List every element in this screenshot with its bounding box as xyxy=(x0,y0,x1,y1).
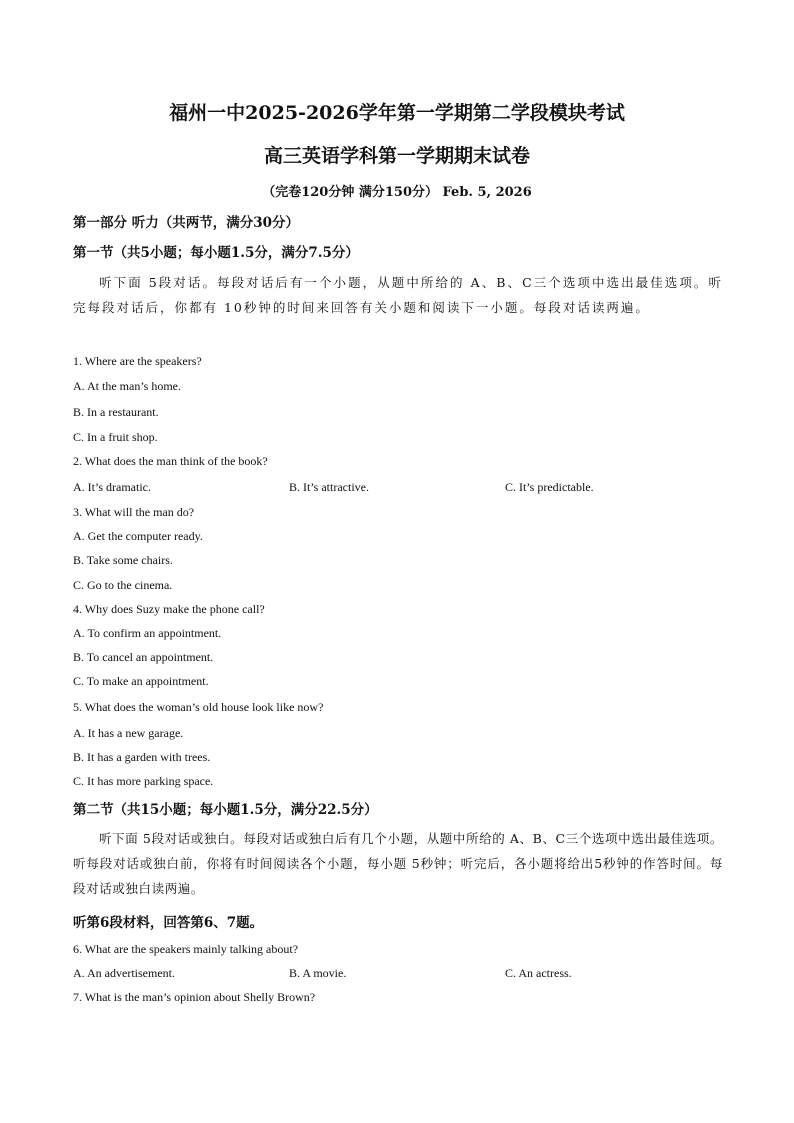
section1-heading: 第一节（共5小题；每小题1.5分，满分7.5分） xyxy=(73,245,359,261)
q5-option-b: B. It has a garden with trees. xyxy=(73,750,211,764)
q2-option-b: B. It’s attractive. xyxy=(289,480,369,494)
q3-option-c: C. Go to the cinema. xyxy=(73,578,173,592)
section2-instructions-text: 听下面 5段对话或独白。每段对话或独白后有几个小题，从题中所给的 A、B、C三个选项中选出最佳选项。听每段对话或独白前，你将有时间阅读各个小题，每小题 5秒钟；听完后，各小题将给出5秒钟的作答时间。每段对话或独白读两遍。 xyxy=(73,831,723,896)
question-5: 5. What does the woman’s old house look like now? xyxy=(73,700,324,714)
q6-option-c: C. An actress. xyxy=(505,966,572,980)
exam-title: 福州一中2025-2026学年第一学期第二学段模块考试 xyxy=(169,102,625,124)
q2-option-c: C. It’s predictable. xyxy=(505,480,594,494)
question-1: 1. Where are the speakers? xyxy=(73,354,202,368)
q5-option-c: C. It has more parking space. xyxy=(73,774,214,788)
question-2: 2. What does the man think of the book? xyxy=(73,454,268,468)
section2-heading: 第二节（共15小题；每小题1.5分，满分22.5分） xyxy=(73,802,378,818)
exam-subtitle: 高三英语学科第一学期期末试卷 xyxy=(263,145,530,167)
q1-option-b: B. In a restaurant. xyxy=(73,405,159,419)
section1-instructions-text: 听下面 5段对话。每段对话后有一个小题，从题中所给的 A、B、C三个选项中选出最佳选项。听完每段对话后，你都有 10秒钟的时间来回答有关小题和阅读下一小题。每段对话读两遍。 xyxy=(73,275,723,315)
q4-option-b: B. To cancel an appointment. xyxy=(73,650,214,664)
question-3: 3. What will the man do? xyxy=(73,505,195,519)
material-heading: 听第6段材料，回答第6、7题。 xyxy=(73,915,264,931)
question-4: 4. Why does Suzy make the phone call? xyxy=(73,602,265,616)
question-6: 6. What are the speakers mainly talking about? xyxy=(73,942,299,956)
q1-option-a: A. At the man’s home. xyxy=(73,379,181,393)
section2-instructions xyxy=(73,826,723,901)
q4-option-c: C. To make an appointment. xyxy=(73,674,209,688)
q3-option-a: A. Get the computer ready. xyxy=(73,529,203,543)
part1-heading: 第一部分 听力（共两节，满分30分） xyxy=(73,215,299,231)
question-7: 7. What is the man’s opinion about Shelly Brown? xyxy=(73,990,316,1004)
q5-option-a: A. It has a new garage. xyxy=(73,726,184,740)
q2-option-a: A. It’s dramatic. xyxy=(73,480,151,494)
q3-option-b: B. Take some chairs. xyxy=(73,553,173,567)
q6-option-b: B. A movie. xyxy=(289,966,347,980)
exam-info: （完卷120分钟 满分150分） Feb. 5, 2026 xyxy=(262,185,532,200)
q1-option-c: C. In a fruit shop. xyxy=(73,430,158,444)
q4-option-a: A. To confirm an appointment. xyxy=(73,626,222,640)
q6-option-a: A. An advertisement. xyxy=(73,966,175,980)
section1-instructions xyxy=(73,270,723,320)
